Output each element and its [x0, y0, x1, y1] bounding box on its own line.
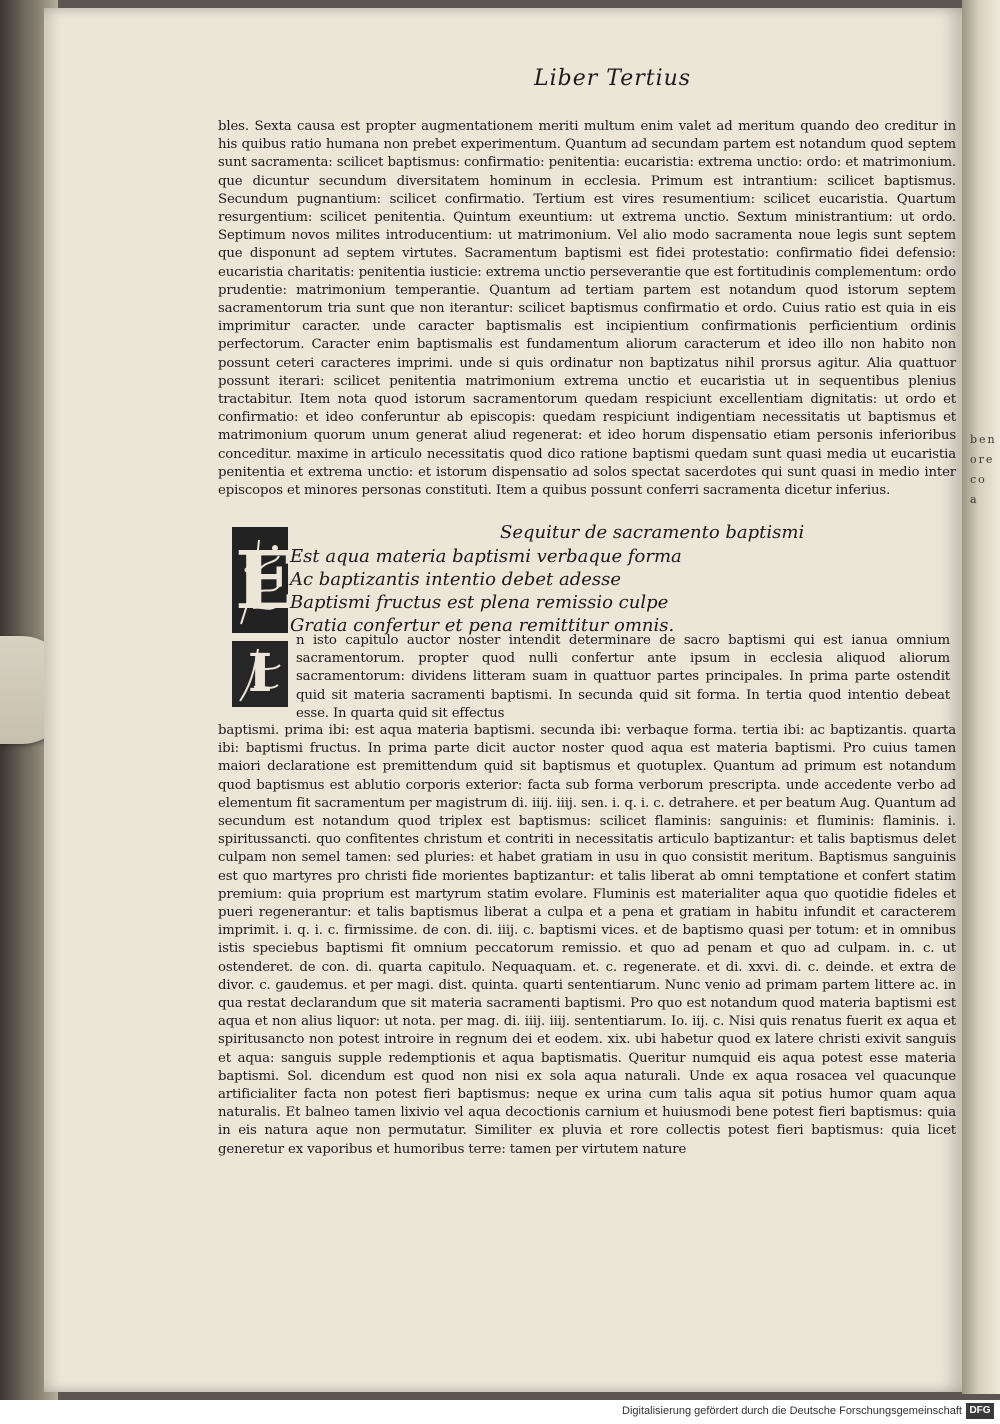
verse-line: Ac baptizantis intentio debet adesse [290, 569, 622, 590]
initial-i-letter: I [247, 643, 273, 704]
initial-e-letter: E [235, 533, 296, 627]
verse-block [290, 545, 790, 637]
verse-line: Est aqua materia baptismi verbaque forma [290, 546, 682, 567]
dfg-logo-icon: DFG [966, 1403, 994, 1419]
right-book-edge [962, 0, 1000, 1394]
decorated-initial-e [232, 527, 296, 633]
body-paragraph-text: bles. Sexta causa est propter augmentationem meriti multum enim valet ad meritum quando deo creditur in his quibus ratio humana non prebet experimentum. Quantum ad secundam partem est notandum quod septem sunt sacramenta: scilicet baptismus: confirmatio: penitentia: eucaristia: extrema unctio: ordo: et matrimonium. que dicuntur secundum diversitatem hominum in ecclesia. Primum est intrantium: scilicet baptismus. Secundum pugnantium: scilicet confirmatio. Tertium est vires resumentium: scilicet eucaristia. Quartum resurgentium: scilicet penitentia. Quintum exeuntium: ut extrema unctio. Sextum ministrantium: ut ordo. Septimum novos milites introducentium: ut matrimonium. Vel alio modo sacramenta noue legis sunt septem que disponunt ad septem virtutes. Sacramentum baptismi est fidei protestatio: confirmatio fidei defensio: eucaristia charitatis: penitentia iusticie: extrema unctio perseverantie que est fortitudinis complementum: ordo prudentie: matrimonium temperantie. Quantum ad tertiam partem est notandum quod istorum septem sacramentorum tria sunt que non iterantur: scilicet baptismus confirmatio et ordo. Cuius ratio est quia in eis imprimitur caracter. unde caracter baptismalis est incipientium confirmationis perficientium ordinis perfectorum. Caracter enim baptismalis est fundamentum aliorum caracterum et ideo illo non habito non possunt ceteri caracteres imprimi. unde si quis ordinatur non baptizatus nihil prorsus agitur. Alia quattuor possunt iterari: scilicet penitentia matrimonium extrema unctio et eucaristia ut in sequentibus plenius tractabitur. Item nota quod istorum sacramentorum quedam respiciunt excellentiam dignitatis: ut ordo et confirmatio: et ideo conferuntur ab episcopis: quedam respiciunt indigentiam necessitatis ut baptismus et matrimonium quorum unum generat aliud regenerat: et ideo horum dispensatio etiam personis inferioribus conceditur. maxime in articulo necessitatis quod dico ratione baptismi quedam sunt quasi media ut eucaristia penitentia et extrema unctio: et istorum dispensatio ad solos spectat sacerdotes qui sunt quasi in medio inter episcopos et minores personas constituti. Item a quibus possunt conferri sacramenta dicetur inferius. [218, 119, 956, 499]
verse-line: Gratia confertur et pena remittitur omnis. [290, 615, 675, 636]
section-heading: Sequitur de sacramento baptismi [500, 522, 805, 543]
chapter-body-text: baptismi. prima ibi: est aqua materia baptismi. secunda ibi: verbaque forma. tertia ibi: ac baptizantis. quarta ibi: baptismi fructus. In prima parte dicit auctor noster quod aqua est materia baptismi. Pro cuius tamen maiori declaratione est premittendum quid sit baptismus et quotuplex. Quantum ad primum est notandum quod baptismus est ablutio corporis exterior: facta sub forma verborum prescripta. unde accedente verbo ad elementum fit sacramentum per magistrum di. iiij. iiij. sen. i. q. i. c. detrahere. et per beatum Aug. Quantum ad secundum est notandum quod triplex est baptismus: scilicet flaminis: sanguinis: et fluminis: flaminis. i. spiritussancti. quo confitentes christum et contriti in necessitatis articulo baptizantur: et talis baptismus delet culpam non semel tamen: sed pluries: et habet gratiam in usu in quo consistit meritum. Baptismus sanguinis est quo martyres pro christi fide morientes baptizantur: et talis liberat ab omni temptatione et confert statim premium: quia proprium est martyrum statim evolare. Fluminis est materialiter aqua quo quotidie fideles et pueri regenerantur: et talis baptismus liberat a culpa et a pena et gratiam in habitu infundit et caracterem imprimit. i. q. i. c. firmissime. de con. di. iiij. c. baptismi vices. et de baptismo quasi per totum: et in omnibus istis speciebus baptismi fit omnium peccatorum remissio. et quo ad penam et quo ad culpam. in. c. ut ostenderet. de con. di. quarta capitulo. Nequaquam. et. c. regenerate. et di. xxvi. di. c. deinde. et extra de divor. c. gaudemus. et per magi. dist. quinta. quarti sententiarum. Nunc venio ad primam partem littere ac. in qua restat declarandum que sit materia sacramenti baptismi. Pro quo est notandum quod materia baptismi est aqua et non alius liquor: ut nota. per mag. di. iiij. iiij. sententiarum. Io. iij. c. Nisi quis renatus fuerit ex aqua et spiritusancto non potest introire in regnum dei et eodem. xix. ubi habetur quod ex latere christi exivit sanguis et aqua: sanguis supple redemptionis et aqua baptismatis. Queritur numquid eis aqua potest esse materia baptismi. Sol. dicendum est quod non nisi ex sola aqua naturali. Unde ex aqua rosacea vel quacunque artificialiter facta non potest fieri baptismus: neque ex urina cum talis aqua sit potius humor quam aqua naturalis. Et balneo tamen lixivio vel aqua decoctionis carnium et huiusmodi bene potest fieri baptismus: quia in eis natura aque non permutatur. Similiter ex pluvia et rore collectis potest fieri baptismus: quia licet generetur ex vaporibus et humoribus terre: tamen per virtutem nature [218, 723, 956, 1157]
chapter-opening-text: n isto capitulo auctor noster intendit determinare de sacro baptismi qui est ianua omnium sacramentorum. propter quod nulli confertur ante ipsum in ecclesia aliquod aliorum sacramentorum: dividens litteram suam in quattuor partes principales. In prima parte ostendit quid sit materia sacramenti baptismi. In secunda quid sit forma. In tertia quod intentio debeat esse. In quarta quid sit effectus [296, 633, 950, 721]
footer-bar [0, 1400, 1000, 1424]
footer-credit: Digitalisierung gefördert durch die Deutsche Forschungsgemeinschaft [622, 1405, 962, 1417]
verse-line: Baptismi fructus est plena remissio culpe [290, 592, 669, 613]
body-paragraph [218, 118, 956, 500]
running-head: Liber Tertius [534, 66, 692, 91]
right-page-edge-text: ben ore co a [970, 433, 997, 506]
decorated-initial-i [232, 641, 288, 707]
